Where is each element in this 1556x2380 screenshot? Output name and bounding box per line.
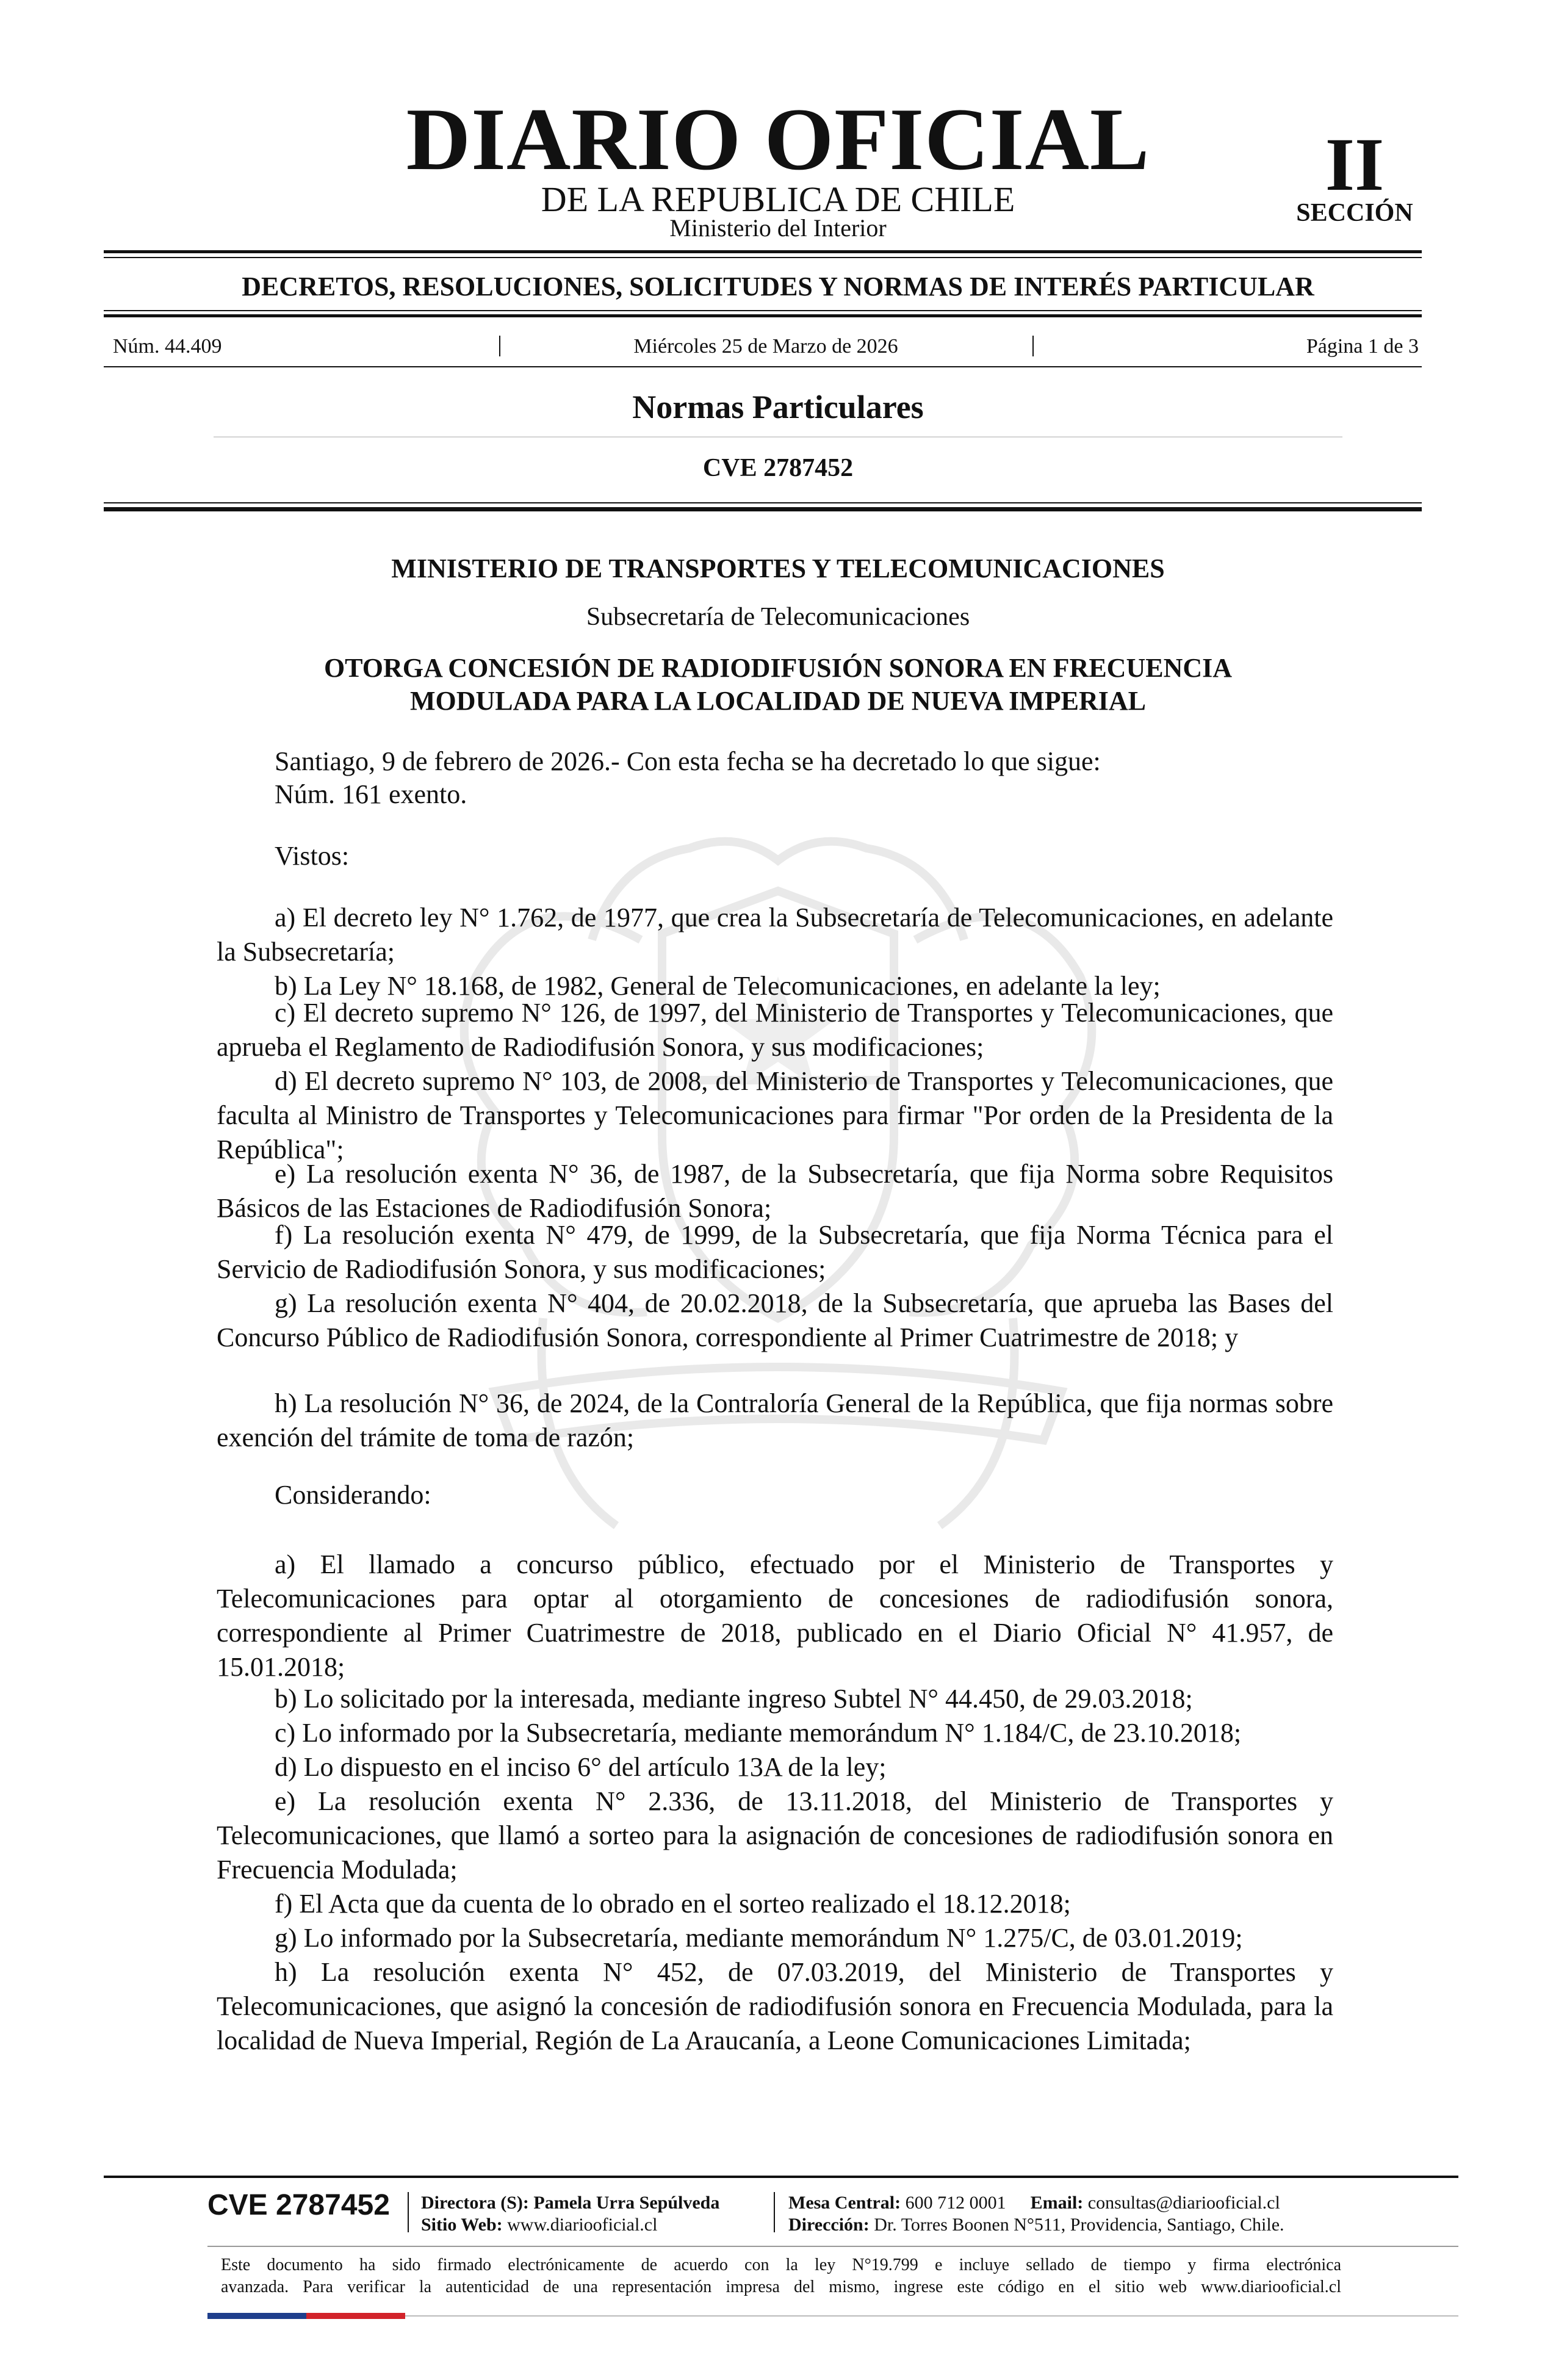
footer-rule (104, 2176, 1458, 2178)
vistos-item (217, 901, 1333, 969)
issue-page: Página 1 de 3 (1306, 335, 1419, 358)
considerando-item (217, 1921, 1333, 1955)
header-rule-thin (104, 502, 1422, 503)
considerando-item-text: a) El llamado a concurso público, efectuado por el Ministerio de Transportes y Telecomunicaciones para optar al otorgamiento de concesiones de radiodifusión sonora, correspondiente al Primer Cuatrimestre de 2018, publicado en el Diario Oficial N° 41.957, de 15.01.2018; (217, 1549, 1333, 1682)
considerando-item (217, 1716, 1333, 1750)
footer-director-label: Directora (S): (421, 2193, 529, 2213)
footer-website-link[interactable]: www.diariooficial.cl (507, 2215, 658, 2235)
category-heading: DECRETOS, RESOLUCIONES, SOLICITUDES Y NORMAS DE INTERÉS PARTICULAR (242, 272, 1314, 301)
footer-address-label: Dirección: (788, 2215, 870, 2235)
vistos-item-text: f) La resolución exenta N° 479, de 1999, de la Subsecretaría, que fija Norma Técnica para el Servicio de Radiodifusión Sonora, y sus modificaciones; (217, 1220, 1333, 1284)
intro-line: Santiago, 9 de febrero de 2026.- Con esta fecha se ha decretado lo que sigue: (275, 746, 1101, 776)
considerando-item-text: b) Lo solicitado por la interesada, mediante ingreso Subtel N° 44.450, de 29.03.2018; (275, 1684, 1193, 1714)
footer-phone-label: Mesa Central: (788, 2193, 901, 2213)
footer-email-link[interactable]: consultas@diariooficial.cl (1087, 2193, 1280, 2213)
section-label: SECCIÓN (1296, 199, 1413, 227)
vistos-item (217, 1064, 1333, 1167)
footer-phone: 600 712 0001 (905, 2193, 1006, 2213)
footer-legal-notice (221, 2254, 1341, 2298)
footer-phone-email (788, 2192, 1284, 2214)
issue-rule (104, 366, 1422, 367)
category-rule-top (104, 310, 1422, 311)
vistos-item (217, 1218, 1333, 1286)
section-title: Normas Particulares (632, 389, 924, 425)
section-number: II (1325, 123, 1385, 206)
considerando-item-text: c) Lo informado por la Subsecretaría, mediante memorándum N° 1.184/C, de 23.10.2018; (275, 1718, 1242, 1748)
considerando-item (217, 1750, 1333, 1784)
considerando-item (217, 1548, 1333, 1684)
footer-separator (774, 2192, 775, 2232)
vistos-item (217, 1157, 1333, 1225)
considerando-heading: Considerando: (275, 1480, 431, 1510)
vistos-item-text: g) La resolución exenta N° 404, de 20.02.2018, de la Subsecretaría, que aprueba las Bases del Concurso Público de Radiodifusión Sonora, correspondiente al Primer Cuatrimestre de 2018; y (217, 1288, 1333, 1352)
footer-contact-block (788, 2192, 1284, 2236)
considerando-item-text: f) El Acta que da cuenta de lo obrado en el sorteo realizado el 18.12.2018; (275, 1889, 1071, 1919)
considerando-item (217, 1887, 1333, 1921)
vistos-item-text: h) La resolución N° 36, de 2024, de la Contraloría General de la República, que fija normas sobre exención del trámite de toma de razón; (217, 1388, 1333, 1452)
category-rule-bottom (104, 314, 1422, 317)
masthead-title: DIARIO OFICIAL (406, 90, 1150, 189)
considerando-item-text: h) La resolución exenta N° 452, de 07.03.2019, del Ministerio de Transportes y Telecomunicaciones, que asignó la concesión de radiodifusión sonora en Frecuencia Modulada, para la localidad de Nueva Imperial, Región de La Araucanía, a Leone Comunicaciones Limitada; (217, 1957, 1333, 2055)
issuing-ministry: MINISTERIO DE TRANSPORTES Y TELECOMUNICACIONES (391, 554, 1165, 583)
footer-separator (408, 2192, 409, 2232)
decree-number: Núm. 161 exento. (275, 779, 467, 809)
masthead-ministry: Ministerio del Interior (669, 214, 887, 242)
masthead-rule-top (104, 250, 1422, 253)
vistos-item-text: c) El decreto supremo N° 126, de 1997, del Ministerio de Transportes y Telecomunicaciones, que aprueba el Reglamento de Radiodifusión Sonora, y sus modificaciones; (217, 998, 1333, 1062)
footer-address (788, 2214, 1284, 2236)
masthead-rule-thin (104, 257, 1422, 258)
issue-info-row (113, 334, 1419, 359)
decree-title-line: OTORGA CONCESIÓN DE RADIODIFUSIÓN SONORA EN FRECUENCIA (323, 653, 1233, 683)
issue-date: Miércoles 25 de Marzo de 2026 (633, 335, 898, 358)
considerando-item (217, 1682, 1333, 1716)
cve-code: CVE 2787452 (702, 454, 854, 482)
vistos-heading: Vistos: (275, 841, 350, 871)
issue-separator (1032, 336, 1034, 356)
footer-director-name: Pamela Urra Sepúlveda (533, 2193, 720, 2213)
considerando-item-text: e) La resolución exenta N° 2.336, de 13.11.2018, del Ministerio de Transportes y Telecomunicaciones, que llamó a sorteo para la asignación de concesiones de radiodifusión sonora en Frecuencia Modulada; (217, 1786, 1333, 1884)
vistos-item-text: d) El decreto supremo N° 103, de 2008, del Ministerio de Transportes y Telecomunicaciones, que faculta al Ministro de Transportes y Telecomunicaciones para firmar "Por orden de la Presidenta de la República"; (217, 1066, 1333, 1164)
subsecretariat: Subsecretaría de Telecomunicaciones (586, 603, 970, 631)
decree-title (0, 652, 1556, 718)
masthead-subtitle: DE LA REPUBLICA DE CHILE (541, 179, 1015, 219)
footer-address-value: Dr. Torres Boonen N°511, Providencia, Santiago, Chile. (874, 2215, 1284, 2235)
decree-title-line: MODULADA PARA LA LOCALIDAD DE NUEVA IMPERIAL (409, 686, 1147, 716)
header-rule-thick (104, 507, 1422, 511)
footer-cve-code: CVE 2787452 (207, 2189, 390, 2221)
vistos-item (217, 1387, 1333, 1455)
issue-number: Núm. 44.409 (113, 335, 222, 358)
footer-director (421, 2192, 719, 2214)
footer-email-label: Email: (1030, 2193, 1084, 2213)
vistos-item-text: e) La resolución exenta N° 36, de 1987, de la Subsecretaría, que fija Norma sobre Requisitos Básicos de las Estaciones de Radiodifusión Sonora; (217, 1159, 1333, 1223)
vistos-item-text: a) El decreto ley N° 1.762, de 1977, que crea la Subsecretaría de Telecomunicaciones, en adelante la Subsecretaría; (217, 903, 1333, 967)
footer-website (421, 2214, 719, 2236)
vistos-item-text: b) La Ley N° 18.168, de 1982, General de Telecomunicaciones, en adelante la ley; (275, 971, 1161, 1001)
footer-legal-line: Este documento ha sido firmado electrónicamente de acuerdo con la ley N°19.799 e incluye sellado de tiempo y firma electrónica (221, 2256, 1341, 2274)
section-title-rule (214, 436, 1342, 438)
flag-stripe-blue (207, 2313, 306, 2319)
footer-director-block (421, 2192, 719, 2236)
considerando-item (217, 1784, 1333, 1887)
footer-divider (207, 2246, 1458, 2247)
considerando-item-text: g) Lo informado por la Subsecretaría, mediante memorándum N° 1.275/C, de 03.01.2019; (275, 1923, 1243, 1953)
vistos-item (217, 996, 1333, 1064)
flag-stripe-red (306, 2313, 405, 2319)
footer-website-label: Sitio Web: (421, 2215, 503, 2235)
vistos-item (217, 1286, 1333, 1355)
considerando-item-text: d) Lo dispuesto en el inciso 6° del artículo 13A de la ley; (275, 1752, 887, 1782)
footer-legal-line: avanzada. Para verificar la autenticidad de una representación impresa del mismo, ingrese este código en el sitio web www.diariooficial.cl (221, 2277, 1341, 2296)
considerando-item (217, 1955, 1333, 2058)
